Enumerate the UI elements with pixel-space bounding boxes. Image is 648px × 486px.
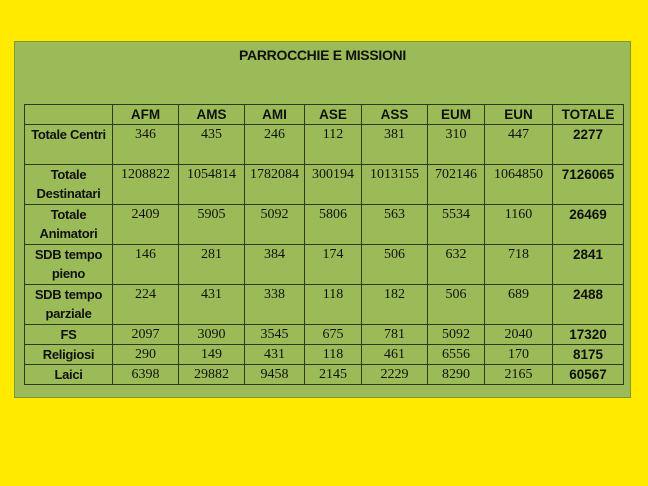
table-cell: 174: [305, 245, 362, 285]
table-cell: 224: [113, 285, 179, 325]
table-cell: 435: [179, 125, 245, 165]
row-label: Laici: [25, 365, 113, 385]
table-cell: 2145: [305, 365, 362, 385]
column-header: EUM: [428, 105, 485, 125]
header-row: [25, 105, 624, 125]
column-header: AMI: [245, 105, 305, 125]
row-label: SDB tempo pieno: [25, 245, 113, 285]
table-cell: 781: [362, 325, 428, 345]
column-header: ASE: [305, 105, 362, 125]
header-empty: [25, 105, 113, 125]
data-table: [24, 104, 624, 385]
column-header: TOTALE: [553, 105, 624, 125]
table-cell: 118: [305, 345, 362, 365]
row-label: FS: [25, 325, 113, 345]
table-cell: 9458: [245, 365, 305, 385]
table-cell: 384: [245, 245, 305, 285]
table-cell: 675: [305, 325, 362, 345]
table-cell: 718: [485, 245, 553, 285]
table-cell: 1160: [485, 205, 553, 245]
table-cell: 1064850: [485, 165, 553, 205]
row-label: Totale Destinatari: [25, 165, 113, 205]
table-cell: 5534: [428, 205, 485, 245]
total-cell: 60567: [553, 365, 624, 385]
table-cell: 118: [305, 285, 362, 325]
table-cell: 2165: [485, 365, 553, 385]
table-cell: 702146: [428, 165, 485, 205]
table-cell: 3090: [179, 325, 245, 345]
table-cell: 3545: [245, 325, 305, 345]
table-cell: 281: [179, 245, 245, 285]
table-cell: 381: [362, 125, 428, 165]
table-cell: 2097: [113, 325, 179, 345]
table-row: [25, 205, 624, 245]
table-cell: 506: [362, 245, 428, 285]
table-cell: 689: [485, 285, 553, 325]
table-cell: 2040: [485, 325, 553, 345]
table-cell: 506: [428, 285, 485, 325]
table-row: [25, 125, 624, 165]
table-row: [25, 165, 624, 205]
column-header: AFM: [113, 105, 179, 125]
table-cell: 2409: [113, 205, 179, 245]
total-cell: 2488: [553, 285, 624, 325]
table-cell: 146: [113, 245, 179, 285]
total-cell: 8175: [553, 345, 624, 365]
table-cell: 5092: [245, 205, 305, 245]
table-cell: 170: [485, 345, 553, 365]
table-cell: 246: [245, 125, 305, 165]
table-cell: 112: [305, 125, 362, 165]
table-cell: 346: [113, 125, 179, 165]
table-cell: 431: [245, 345, 305, 365]
table-cell: 1013155: [362, 165, 428, 205]
column-header: ASS: [362, 105, 428, 125]
table-cell: 8290: [428, 365, 485, 385]
row-label: Totale Animatori: [25, 205, 113, 245]
table-cell: 461: [362, 345, 428, 365]
table-row: [25, 325, 624, 345]
table-cell: 563: [362, 205, 428, 245]
page-title: PARROCCHIE E MISSIONI: [239, 47, 406, 63]
table-cell: 5905: [179, 205, 245, 245]
table-cell: 149: [179, 345, 245, 365]
table-cell: 447: [485, 125, 553, 165]
table-cell: 5806: [305, 205, 362, 245]
row-label: SDB tempo parziale: [25, 285, 113, 325]
table-cell: 6398: [113, 365, 179, 385]
table-cell: 5092: [428, 325, 485, 345]
table-cell: 29882: [179, 365, 245, 385]
table-cell: 1208822: [113, 165, 179, 205]
total-cell: 2277: [553, 125, 624, 165]
table-cell: 310: [428, 125, 485, 165]
table-cell: 2229: [362, 365, 428, 385]
table-cell: 300194: [305, 165, 362, 205]
table-cell: 1054814: [179, 165, 245, 205]
table-cell: 6556: [428, 345, 485, 365]
total-cell: 2841: [553, 245, 624, 285]
total-cell: 17320: [553, 325, 624, 345]
column-header: AMS: [179, 105, 245, 125]
slide-panel: [14, 41, 631, 398]
table-cell: 290: [113, 345, 179, 365]
row-label: Religiosi: [25, 345, 113, 365]
column-header: EUN: [485, 105, 553, 125]
table-cell: 1782084: [245, 165, 305, 205]
row-label: Totale Centri: [25, 125, 113, 165]
total-cell: 7126065: [553, 165, 624, 205]
table-cell: 338: [245, 285, 305, 325]
table-row: [25, 285, 624, 325]
table-row: [25, 345, 624, 365]
table-cell: 431: [179, 285, 245, 325]
total-cell: 26469: [553, 205, 624, 245]
table-row: [25, 365, 624, 385]
table-cell: 182: [362, 285, 428, 325]
table-cell: 632: [428, 245, 485, 285]
table-row: [25, 245, 624, 285]
